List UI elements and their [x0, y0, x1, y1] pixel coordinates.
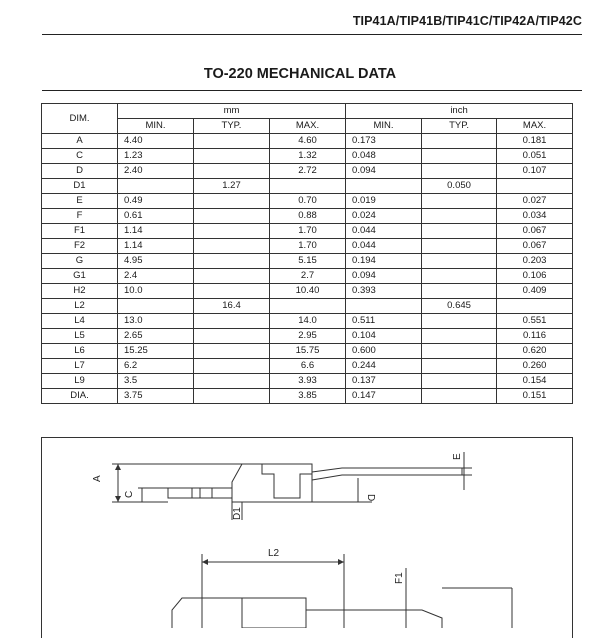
inch-typ-cell [422, 239, 497, 254]
inch-max-cell: 0.181 [497, 134, 573, 149]
inch-min-cell: 0.173 [346, 134, 422, 149]
inch-typ-cell: 0.645 [422, 299, 497, 314]
table-row [42, 374, 573, 389]
dim-cell: A [42, 134, 118, 149]
inch-max-cell: 0.051 [497, 149, 573, 164]
mm-typ-cell [194, 164, 270, 179]
inch-max-cell: 0.067 [497, 239, 573, 254]
front-body-block [242, 598, 306, 628]
inch-min-cell [346, 179, 422, 194]
mm-min-cell [118, 299, 194, 314]
dim-cell: H2 [42, 284, 118, 299]
arrow-a-bottom [115, 496, 121, 502]
mechanical-drawing [42, 438, 572, 628]
label-f1: F1 [394, 572, 405, 584]
mm-min-cell: 4.95 [118, 254, 194, 269]
dim-cell: C [42, 149, 118, 164]
inch-max-cell: 0.034 [497, 209, 573, 224]
inch-min-cell: 0.048 [346, 149, 422, 164]
arrow-l2-right [338, 559, 344, 565]
dim-cell: E [42, 194, 118, 209]
mm-min-cell: 0.49 [118, 194, 194, 209]
inch-max-cell: 0.409 [497, 284, 573, 299]
mm-min-cell: 1.14 [118, 239, 194, 254]
inch-typ-cell [422, 209, 497, 224]
inch-typ-header: TYP. [422, 119, 497, 134]
table-row [42, 239, 573, 254]
dim-cell: D1 [42, 179, 118, 194]
mm-typ-cell [194, 209, 270, 224]
mm-min-cell: 3.5 [118, 374, 194, 389]
inch-typ-cell [422, 149, 497, 164]
inch-typ-cell [422, 254, 497, 269]
mm-typ-cell [194, 344, 270, 359]
mechanical-data-table [41, 103, 573, 404]
mm-max-cell: 2.95 [270, 329, 346, 344]
page-title: TO-220 MECHANICAL DATA [203, 66, 397, 82]
dim-cell: L4 [42, 314, 118, 329]
dim-cell: F [42, 209, 118, 224]
arrow-l2-left [202, 559, 208, 565]
inch-max-cell: 0.551 [497, 314, 573, 329]
mm-max-cell: 6.6 [270, 359, 346, 374]
mm-typ-cell [194, 329, 270, 344]
dim-cell: G [42, 254, 118, 269]
inch-typ-cell [422, 164, 497, 179]
inch-min-cell: 0.511 [346, 314, 422, 329]
dim-cell: F1 [42, 224, 118, 239]
mm-typ-cell [194, 284, 270, 299]
mm-min-cell: 0.61 [118, 209, 194, 224]
inch-min-cell: 0.104 [346, 329, 422, 344]
inch-typ-cell [422, 374, 497, 389]
inch-max-cell: 0.106 [497, 269, 573, 284]
mechanical-drawing-frame [41, 437, 573, 638]
inch-min-cell: 0.137 [346, 374, 422, 389]
table-row [42, 194, 573, 209]
mm-max-cell: 3.85 [270, 389, 346, 404]
mm-max-cell: 0.88 [270, 209, 346, 224]
inch-max-cell: 0.116 [497, 329, 573, 344]
mm-max-cell: 14.0 [270, 314, 346, 329]
inch-typ-cell [422, 224, 497, 239]
mm-min-cell: 1.14 [118, 224, 194, 239]
inch-typ-cell [422, 194, 497, 209]
inch-typ-cell [422, 314, 497, 329]
inch-typ-cell: 0.050 [422, 179, 497, 194]
mm-min-cell: 1.23 [118, 149, 194, 164]
inch-typ-cell [422, 329, 497, 344]
mm-typ-cell [194, 269, 270, 284]
arrow-a-top [115, 464, 121, 470]
title-rule [42, 90, 582, 91]
mm-max-cell: 15.75 [270, 344, 346, 359]
mm-min-cell: 13.0 [118, 314, 194, 329]
table-row [42, 254, 573, 269]
table-row [42, 284, 573, 299]
dim-cell: G1 [42, 269, 118, 284]
table-row [42, 134, 573, 149]
inch-max-cell: 0.154 [497, 374, 573, 389]
label-e: E [452, 453, 463, 460]
mm-max-header: MAX. [270, 119, 346, 134]
header-rule [42, 34, 582, 35]
inch-min-cell: 0.044 [346, 239, 422, 254]
table-row [42, 224, 573, 239]
table-row [42, 299, 573, 314]
label-d: D [365, 494, 376, 502]
inch-typ-cell [422, 344, 497, 359]
table-row [42, 164, 573, 179]
table-row [42, 149, 573, 164]
mm-max-cell: 2.7 [270, 269, 346, 284]
mm-min-cell: 10.0 [118, 284, 194, 299]
mm-typ-cell [194, 254, 270, 269]
inch-min-cell: 0.094 [346, 164, 422, 179]
mm-min-cell: 2.4 [118, 269, 194, 284]
inch-min-cell [346, 299, 422, 314]
dim-cell: L5 [42, 329, 118, 344]
label-c: C [124, 490, 135, 498]
dim-cell: F2 [42, 239, 118, 254]
mm-max-cell: 1.70 [270, 239, 346, 254]
dim-cell: L9 [42, 374, 118, 389]
table-body [42, 134, 573, 404]
table-row [42, 269, 573, 284]
mm-max-cell: 5.15 [270, 254, 346, 269]
inch-min-cell: 0.044 [346, 224, 422, 239]
mm-min-cell [118, 179, 194, 194]
mm-max-cell: 4.60 [270, 134, 346, 149]
inch-typ-cell [422, 359, 497, 374]
table-row [42, 209, 573, 224]
dim-cell: L7 [42, 359, 118, 374]
inch-min-cell: 0.600 [346, 344, 422, 359]
inch-typ-cell [422, 389, 497, 404]
inch-max-cell [497, 299, 573, 314]
header-part-numbers: TIP41A/TIP41B/TIP41C/TIP42A/TIP42C [352, 14, 582, 28]
table-row [42, 359, 573, 374]
mm-min-cell: 2.40 [118, 164, 194, 179]
table-row [42, 389, 573, 404]
inch-max-cell: 0.067 [497, 224, 573, 239]
inch-max-cell: 0.620 [497, 344, 573, 359]
mm-max-cell: 0.70 [270, 194, 346, 209]
mm-max-cell: 2.72 [270, 164, 346, 179]
inch-max-cell: 0.203 [497, 254, 573, 269]
mm-typ-cell [194, 194, 270, 209]
label-l2: L2 [268, 548, 280, 559]
mm-typ-cell: 16.4 [194, 299, 270, 314]
inch-min-cell: 0.019 [346, 194, 422, 209]
table-row [42, 329, 573, 344]
mm-typ-header: TYP. [194, 119, 270, 134]
mm-typ-cell [194, 149, 270, 164]
inch-max-cell: 0.151 [497, 389, 573, 404]
mm-max-cell: 1.32 [270, 149, 346, 164]
mm-typ-cell [194, 374, 270, 389]
inch-typ-cell [422, 269, 497, 284]
front-lead-outline [306, 610, 442, 628]
dim-header: DIM. [42, 104, 118, 134]
inch-min-cell: 0.147 [346, 389, 422, 404]
dim-cell: D [42, 164, 118, 179]
mm-typ-cell [194, 359, 270, 374]
inch-min-cell: 0.024 [346, 209, 422, 224]
mm-max-cell [270, 299, 346, 314]
table-row [42, 314, 573, 329]
lead-outline [312, 468, 462, 480]
inch-min-cell: 0.244 [346, 359, 422, 374]
mm-max-cell [270, 179, 346, 194]
inch-max-header: MAX. [497, 119, 573, 134]
table-row [42, 344, 573, 359]
front-body-outline [172, 598, 242, 628]
label-a: A [92, 475, 103, 482]
inch-typ-cell [422, 284, 497, 299]
inch-min-cell: 0.094 [346, 269, 422, 284]
mm-typ-cell [194, 239, 270, 254]
mm-min-header: MIN. [118, 119, 194, 134]
mm-header: mm [118, 104, 346, 119]
inch-min-header: MIN. [346, 119, 422, 134]
inch-max-cell: 0.260 [497, 359, 573, 374]
mm-typ-cell [194, 134, 270, 149]
inch-max-cell: 0.107 [497, 164, 573, 179]
mm-min-cell: 4.40 [118, 134, 194, 149]
inch-min-cell: 0.393 [346, 284, 422, 299]
table-row [42, 179, 573, 194]
mm-max-cell: 3.93 [270, 374, 346, 389]
mm-max-cell: 10.40 [270, 284, 346, 299]
dim-cell: DIA. [42, 389, 118, 404]
mm-min-cell: 6.2 [118, 359, 194, 374]
package-tab-step [262, 464, 312, 498]
mm-typ-cell [194, 314, 270, 329]
mm-min-cell: 2.65 [118, 329, 194, 344]
inch-typ-cell [422, 134, 497, 149]
mm-min-cell: 15.25 [118, 344, 194, 359]
inch-min-cell: 0.194 [346, 254, 422, 269]
dim-cell: L6 [42, 344, 118, 359]
mm-typ-cell: 1.27 [194, 179, 270, 194]
label-d1: D1 [232, 507, 243, 520]
dim-cell: L2 [42, 299, 118, 314]
inch-max-cell [497, 179, 573, 194]
inch-max-cell: 0.027 [497, 194, 573, 209]
inch-header: inch [346, 104, 573, 119]
mm-min-cell: 3.75 [118, 389, 194, 404]
mm-max-cell: 1.70 [270, 224, 346, 239]
mm-typ-cell [194, 224, 270, 239]
mm-typ-cell [194, 389, 270, 404]
